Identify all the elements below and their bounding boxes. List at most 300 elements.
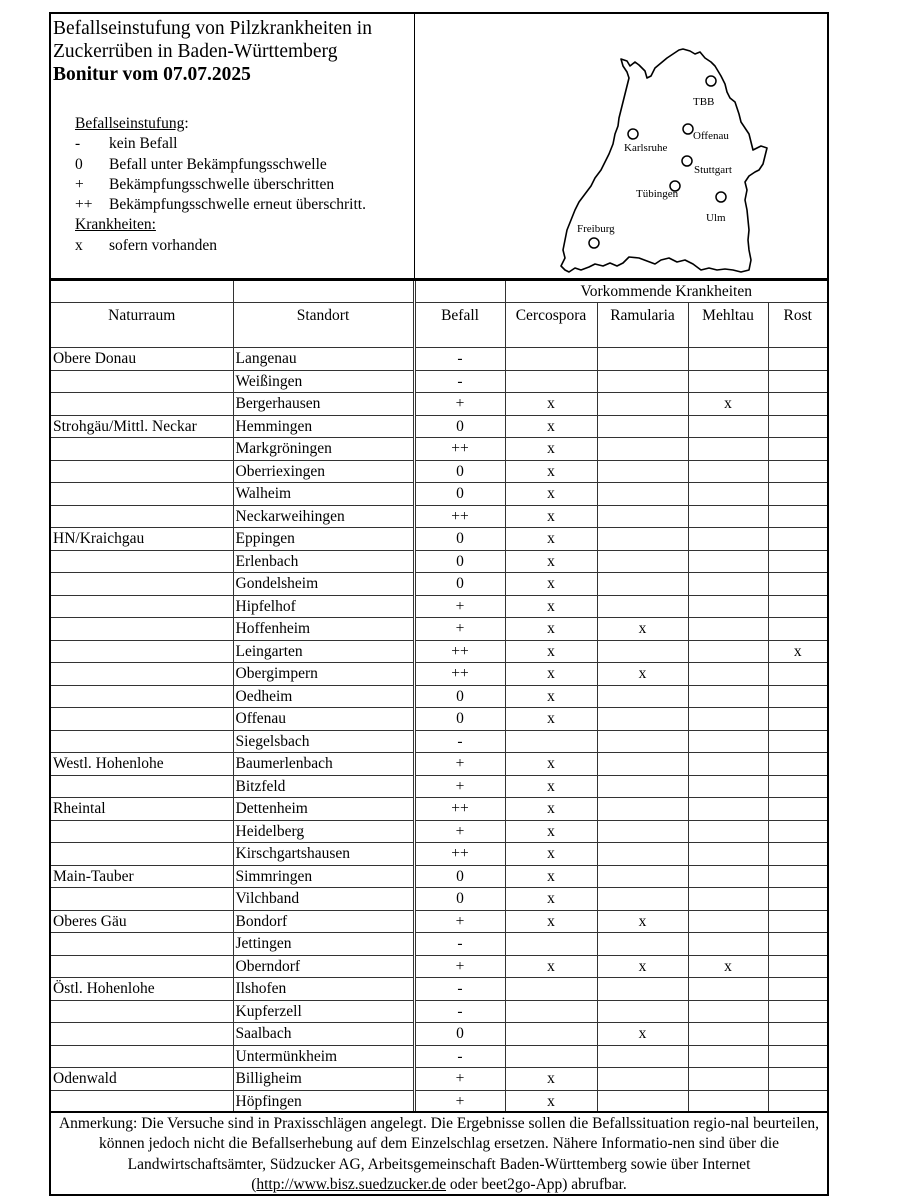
cell-standort: Leingarten — [233, 640, 414, 663]
cell-cercospora — [505, 348, 597, 371]
legend-item: - kein Befall — [75, 135, 178, 153]
cell-cercospora: x — [505, 393, 597, 416]
table-row — [51, 708, 827, 731]
cell-rost — [768, 595, 827, 618]
cell-cercospora: x — [505, 888, 597, 911]
cell-cercospora: x — [505, 865, 597, 888]
cell-cercospora: x — [505, 1068, 597, 1091]
cell-ramularia — [597, 888, 688, 911]
cell-rost — [768, 618, 827, 641]
cell-naturraum — [51, 550, 233, 573]
cell-ramularia — [597, 933, 688, 956]
cell-ramularia — [597, 415, 688, 438]
cell-mehltau — [688, 1000, 768, 1023]
cell-mehltau — [688, 775, 768, 798]
cell-naturraum — [51, 640, 233, 663]
cell-rost — [768, 865, 827, 888]
cell-befall: 0 — [414, 460, 505, 483]
cell-cercospora: x — [505, 505, 597, 528]
table-row — [51, 370, 827, 393]
cell-befall: - — [414, 730, 505, 753]
cell-befall: + — [414, 753, 505, 776]
cell-mehltau — [688, 888, 768, 911]
cell-ramularia — [597, 708, 688, 731]
cell-befall: + — [414, 1090, 505, 1113]
cell-mehltau — [688, 370, 768, 393]
table-row — [51, 528, 827, 551]
cell-mehltau — [688, 730, 768, 753]
cell-naturraum — [51, 505, 233, 528]
city-marker-icon — [716, 192, 726, 202]
table-row — [51, 1090, 827, 1113]
table-row — [51, 865, 827, 888]
cell-naturraum — [51, 730, 233, 753]
cell-mehltau — [688, 640, 768, 663]
cell-standort: Gondelsheim — [233, 573, 414, 596]
cell-ramularia: x — [597, 955, 688, 978]
cell-cercospora: x — [505, 1090, 597, 1113]
cell-rost — [768, 1045, 827, 1068]
group-header-diseases: Vorkommende Krankheiten — [505, 281, 827, 303]
cell-rost — [768, 798, 827, 821]
city-label: Stuttgart — [694, 164, 732, 176]
cell-cercospora: x — [505, 550, 597, 573]
cell-befall: 0 — [414, 483, 505, 506]
cell-ramularia — [597, 640, 688, 663]
cell-befall: - — [414, 1045, 505, 1068]
table-row — [51, 1000, 827, 1023]
cell-cercospora: x — [505, 573, 597, 596]
disease-legend-heading: Krankheiten: — [75, 216, 156, 234]
cell-ramularia — [597, 730, 688, 753]
cell-standort: Bondorf — [233, 910, 414, 933]
title-legend-panel — [51, 14, 415, 278]
cell-befall: - — [414, 1000, 505, 1023]
cell-ramularia — [597, 528, 688, 551]
cell-befall: ++ — [414, 438, 505, 461]
cell-rost — [768, 843, 827, 866]
cell-naturraum — [51, 1045, 233, 1068]
table-row — [51, 820, 827, 843]
cell-befall: + — [414, 595, 505, 618]
cell-ramularia — [597, 348, 688, 371]
cell-cercospora: x — [505, 955, 597, 978]
cell-standort: Walheim — [233, 483, 414, 506]
cell-rost — [768, 933, 827, 956]
cell-ramularia — [597, 1000, 688, 1023]
cell-standort: Simmringen — [233, 865, 414, 888]
table-row — [51, 595, 827, 618]
table-row — [51, 663, 827, 686]
cell-ramularia — [597, 1090, 688, 1113]
cell-standort: Oedheim — [233, 685, 414, 708]
cell-rost — [768, 753, 827, 776]
cell-naturraum — [51, 483, 233, 506]
cell-standort: Erlenbach — [233, 550, 414, 573]
cell-befall: - — [414, 933, 505, 956]
cell-cercospora: x — [505, 618, 597, 641]
table-row — [51, 685, 827, 708]
cell-ramularia — [597, 1068, 688, 1091]
report-sheet — [49, 12, 829, 1196]
cell-naturraum — [51, 663, 233, 686]
cell-befall: 0 — [414, 708, 505, 731]
cell-befall: + — [414, 618, 505, 641]
cell-standort: Obergimpern — [233, 663, 414, 686]
cell-befall: + — [414, 910, 505, 933]
cell-befall: ++ — [414, 843, 505, 866]
cell-cercospora: x — [505, 910, 597, 933]
cell-befall: + — [414, 393, 505, 416]
cell-mehltau — [688, 550, 768, 573]
city-label: TBB — [693, 96, 715, 108]
footnote — [51, 1111, 827, 1194]
cell-mehltau — [688, 1045, 768, 1068]
cell-befall: 0 — [414, 528, 505, 551]
cell-standort: Bitzfeld — [233, 775, 414, 798]
city-label: Karlsruhe — [624, 142, 668, 154]
cell-naturraum — [51, 685, 233, 708]
legend-heading: Befallseinstufung: — [75, 115, 189, 132]
cell-rost — [768, 573, 827, 596]
legend-item: ++ Bekämpfungsschwelle erneut überschritt. — [75, 196, 366, 214]
table-row — [51, 618, 827, 641]
table-row — [51, 843, 827, 866]
cell-befall: 0 — [414, 1023, 505, 1046]
cell-standort: Höpfingen — [233, 1090, 414, 1113]
table-row — [51, 348, 827, 371]
cell-cercospora — [505, 978, 597, 1001]
cell-befall: ++ — [414, 798, 505, 821]
cell-cercospora: x — [505, 753, 597, 776]
cell-mehltau — [688, 708, 768, 731]
cell-mehltau — [688, 685, 768, 708]
cell-cercospora: x — [505, 640, 597, 663]
group-header-row — [51, 281, 827, 303]
cell-ramularia — [597, 573, 688, 596]
cell-befall: ++ — [414, 640, 505, 663]
cell-rost — [768, 820, 827, 843]
footnote-link[interactable]: http://www.bisz.suedzucker.de — [256, 1175, 447, 1193]
legend-item: + Bekämpfungsschwelle überschritten — [75, 175, 335, 193]
cell-cercospora — [505, 370, 597, 393]
cell-standort: Heidelberg — [233, 820, 414, 843]
cell-naturraum — [51, 393, 233, 416]
cell-standort: Ilshofen — [233, 978, 414, 1001]
cell-naturraum — [51, 1090, 233, 1113]
cell-naturraum: Odenwald — [51, 1068, 233, 1091]
cell-naturraum — [51, 775, 233, 798]
cell-ramularia — [597, 775, 688, 798]
cell-rost — [768, 708, 827, 731]
cell-rost — [768, 550, 827, 573]
cell-rost — [768, 888, 827, 911]
cell-ramularia — [597, 1045, 688, 1068]
city-marker-icon — [628, 129, 638, 139]
cell-rost — [768, 348, 827, 371]
table-row — [51, 460, 827, 483]
cell-rost — [768, 910, 827, 933]
cell-befall: 0 — [414, 415, 505, 438]
column-header-cercospora: Cercospora — [505, 303, 597, 348]
cell-naturraum: Obere Donau — [51, 348, 233, 371]
cell-standort: Hipfelhof — [233, 595, 414, 618]
column-header-ramularia: Ramularia — [597, 303, 688, 348]
cell-cercospora — [505, 1045, 597, 1068]
table-row — [51, 910, 827, 933]
cell-rost — [768, 1068, 827, 1091]
cell-rost — [768, 730, 827, 753]
cell-befall: + — [414, 820, 505, 843]
cell-befall: + — [414, 955, 505, 978]
cell-rost — [768, 505, 827, 528]
cell-naturraum — [51, 460, 233, 483]
city-label: Offenau — [693, 130, 729, 142]
cell-befall: ++ — [414, 663, 505, 686]
cell-befall: + — [414, 775, 505, 798]
cell-mehltau — [688, 978, 768, 1001]
cell-mehltau — [688, 910, 768, 933]
legend-item: 0 Befall unter Bekämpfungsschwelle — [75, 155, 327, 173]
legend — [75, 114, 366, 256]
cell-naturraum — [51, 933, 233, 956]
cell-ramularia — [597, 438, 688, 461]
cell-standort: Saalbach — [233, 1023, 414, 1046]
cell-ramularia — [597, 798, 688, 821]
cell-cercospora: x — [505, 438, 597, 461]
cell-naturraum: Main-Tauber — [51, 865, 233, 888]
cell-cercospora — [505, 1023, 597, 1046]
cell-rost — [768, 955, 827, 978]
table-row — [51, 798, 827, 821]
cell-mehltau — [688, 1023, 768, 1046]
cell-standort: Markgröningen — [233, 438, 414, 461]
cell-rost — [768, 685, 827, 708]
cell-mehltau: x — [688, 955, 768, 978]
cell-cercospora: x — [505, 775, 597, 798]
cell-standort: Hoffenheim — [233, 618, 414, 641]
cell-befall: - — [414, 348, 505, 371]
cell-standort: Untermünkheim — [233, 1045, 414, 1068]
cell-naturraum — [51, 888, 233, 911]
cell-ramularia — [597, 865, 688, 888]
table-row — [51, 438, 827, 461]
cell-ramularia — [597, 505, 688, 528]
cell-rost — [768, 663, 827, 686]
cell-standort: Dettenheim — [233, 798, 414, 821]
cell-naturraum — [51, 1023, 233, 1046]
cell-befall: 0 — [414, 685, 505, 708]
cell-cercospora: x — [505, 820, 597, 843]
column-header-row — [51, 303, 827, 348]
cell-standort: Oberndorf — [233, 955, 414, 978]
cell-mehltau — [688, 618, 768, 641]
table-row — [51, 978, 827, 1001]
cell-naturraum — [51, 618, 233, 641]
cell-naturraum: Strohgäu/Mittl. Neckar — [51, 415, 233, 438]
cell-mehltau — [688, 528, 768, 551]
cell-mehltau — [688, 460, 768, 483]
cell-mehltau — [688, 663, 768, 686]
cell-befall: + — [414, 1068, 505, 1091]
cell-rost — [768, 978, 827, 1001]
column-header-mehltau: Mehltau — [688, 303, 768, 348]
city-marker-icon — [683, 124, 693, 134]
cell-mehltau — [688, 505, 768, 528]
table-row — [51, 573, 827, 596]
cell-mehltau — [688, 573, 768, 596]
cell-mehltau — [688, 595, 768, 618]
cell-rost — [768, 460, 827, 483]
disease-table — [51, 281, 827, 1113]
table-row — [51, 753, 827, 776]
cell-mehltau — [688, 1068, 768, 1091]
table-row — [51, 550, 827, 573]
cell-standort: Weißingen — [233, 370, 414, 393]
cell-ramularia — [597, 820, 688, 843]
cell-rost — [768, 393, 827, 416]
cell-naturraum — [51, 1000, 233, 1023]
cell-cercospora: x — [505, 708, 597, 731]
cell-ramularia — [597, 843, 688, 866]
cell-rost — [768, 528, 827, 551]
cell-mehltau — [688, 438, 768, 461]
cell-ramularia — [597, 460, 688, 483]
cell-cercospora — [505, 730, 597, 753]
cell-cercospora: x — [505, 595, 597, 618]
column-header-rost: Rost — [768, 303, 827, 348]
cell-befall: - — [414, 978, 505, 1001]
cell-naturraum: Westl. Hohenlohe — [51, 753, 233, 776]
cell-mehltau — [688, 843, 768, 866]
cell-mehltau — [688, 820, 768, 843]
map-outline-icon — [415, 14, 827, 278]
cell-cercospora: x — [505, 843, 597, 866]
cell-ramularia — [597, 685, 688, 708]
report-title-line1: Befallseinstufung von Pilzkrankheiten in — [53, 18, 372, 39]
cell-naturraum — [51, 573, 233, 596]
cell-ramularia — [597, 753, 688, 776]
cell-befall: 0 — [414, 888, 505, 911]
cell-rost — [768, 438, 827, 461]
cell-ramularia — [597, 595, 688, 618]
footnote-text-end: oder beet2go-App) abrufbar. — [446, 1175, 627, 1193]
cell-rost — [768, 483, 827, 506]
city-label: Freiburg — [577, 223, 615, 235]
cell-cercospora: x — [505, 663, 597, 686]
cell-ramularia — [597, 978, 688, 1001]
cell-naturraum: HN/Kraichgau — [51, 528, 233, 551]
column-header-standort: Standort — [233, 303, 414, 348]
cell-mehltau — [688, 1090, 768, 1113]
table-row — [51, 393, 827, 416]
column-header-naturraum: Naturraum — [51, 303, 233, 348]
cell-rost — [768, 1000, 827, 1023]
table-row — [51, 483, 827, 506]
cell-ramularia — [597, 370, 688, 393]
city-marker-icon — [589, 238, 599, 248]
cell-standort: Kupferzell — [233, 1000, 414, 1023]
cell-cercospora — [505, 933, 597, 956]
table-row — [51, 415, 827, 438]
cell-cercospora: x — [505, 460, 597, 483]
cell-befall: 0 — [414, 573, 505, 596]
cell-rost — [768, 1090, 827, 1113]
cell-naturraum — [51, 708, 233, 731]
city-label: Tübingen — [636, 188, 679, 200]
cell-ramularia — [597, 550, 688, 573]
cell-rost: x — [768, 640, 827, 663]
cell-naturraum — [51, 595, 233, 618]
cell-befall: - — [414, 370, 505, 393]
table-row — [51, 1045, 827, 1068]
cell-cercospora: x — [505, 528, 597, 551]
cell-naturraum: Rheintal — [51, 798, 233, 821]
city-label: Ulm — [706, 212, 726, 224]
cell-cercospora — [505, 1000, 597, 1023]
cell-mehltau: x — [688, 393, 768, 416]
legend-item: x sofern vorhanden — [75, 236, 218, 254]
cell-ramularia: x — [597, 910, 688, 933]
table-row — [51, 1023, 827, 1046]
cell-standort: Eppingen — [233, 528, 414, 551]
table-row — [51, 1068, 827, 1091]
cell-standort: Langenau — [233, 348, 414, 371]
cell-rost — [768, 775, 827, 798]
table-row — [51, 640, 827, 663]
table-row — [51, 730, 827, 753]
cell-mehltau — [688, 933, 768, 956]
cell-standort: Neckarweihingen — [233, 505, 414, 528]
table-row — [51, 775, 827, 798]
column-header-befall: Befall — [414, 303, 505, 348]
cell-standort: Billigheim — [233, 1068, 414, 1091]
cell-standort: Vilchband — [233, 888, 414, 911]
cell-rost — [768, 1023, 827, 1046]
cell-naturraum — [51, 843, 233, 866]
cell-standort: Bergerhausen — [233, 393, 414, 416]
footnote-text: Anmerkung: Die Versuche sind in Praxisschlägen angelegt. Die Ergebnisse sollen die Befallssituation regio-nal beurteilen, können jedoch nicht die Befallserhebung auf dem Einzelschlag ersetzen. Nähere Informatio-nen sind über die Landwirtschaftsämter, Südzucker AG, Arbeitsgemeinschaft Baden-Württemberg sowie über Internet ( — [58, 1115, 820, 1193]
cell-mehltau — [688, 753, 768, 776]
cell-befall: 0 — [414, 550, 505, 573]
city-marker-icon — [682, 156, 692, 166]
cell-befall: ++ — [414, 505, 505, 528]
cell-cercospora: x — [505, 798, 597, 821]
cell-rost — [768, 415, 827, 438]
cell-naturraum — [51, 370, 233, 393]
cell-standort: Siegelsbach — [233, 730, 414, 753]
cell-befall: 0 — [414, 865, 505, 888]
cell-cercospora: x — [505, 415, 597, 438]
cell-ramularia — [597, 393, 688, 416]
table-row — [51, 955, 827, 978]
cell-standort: Hemmingen — [233, 415, 414, 438]
city-marker-icon — [706, 76, 716, 86]
cell-mehltau — [688, 348, 768, 371]
cell-mehltau — [688, 798, 768, 821]
table-row — [51, 933, 827, 956]
cell-naturraum — [51, 955, 233, 978]
cell-ramularia: x — [597, 663, 688, 686]
cell-cercospora: x — [505, 685, 597, 708]
baden-wuerttemberg-map — [415, 14, 827, 278]
cell-ramularia: x — [597, 618, 688, 641]
cell-standort: Offenau — [233, 708, 414, 731]
cell-standort: Kirschgartshausen — [233, 843, 414, 866]
cell-standort: Jettingen — [233, 933, 414, 956]
cell-mehltau — [688, 483, 768, 506]
cell-naturraum: Oberes Gäu — [51, 910, 233, 933]
